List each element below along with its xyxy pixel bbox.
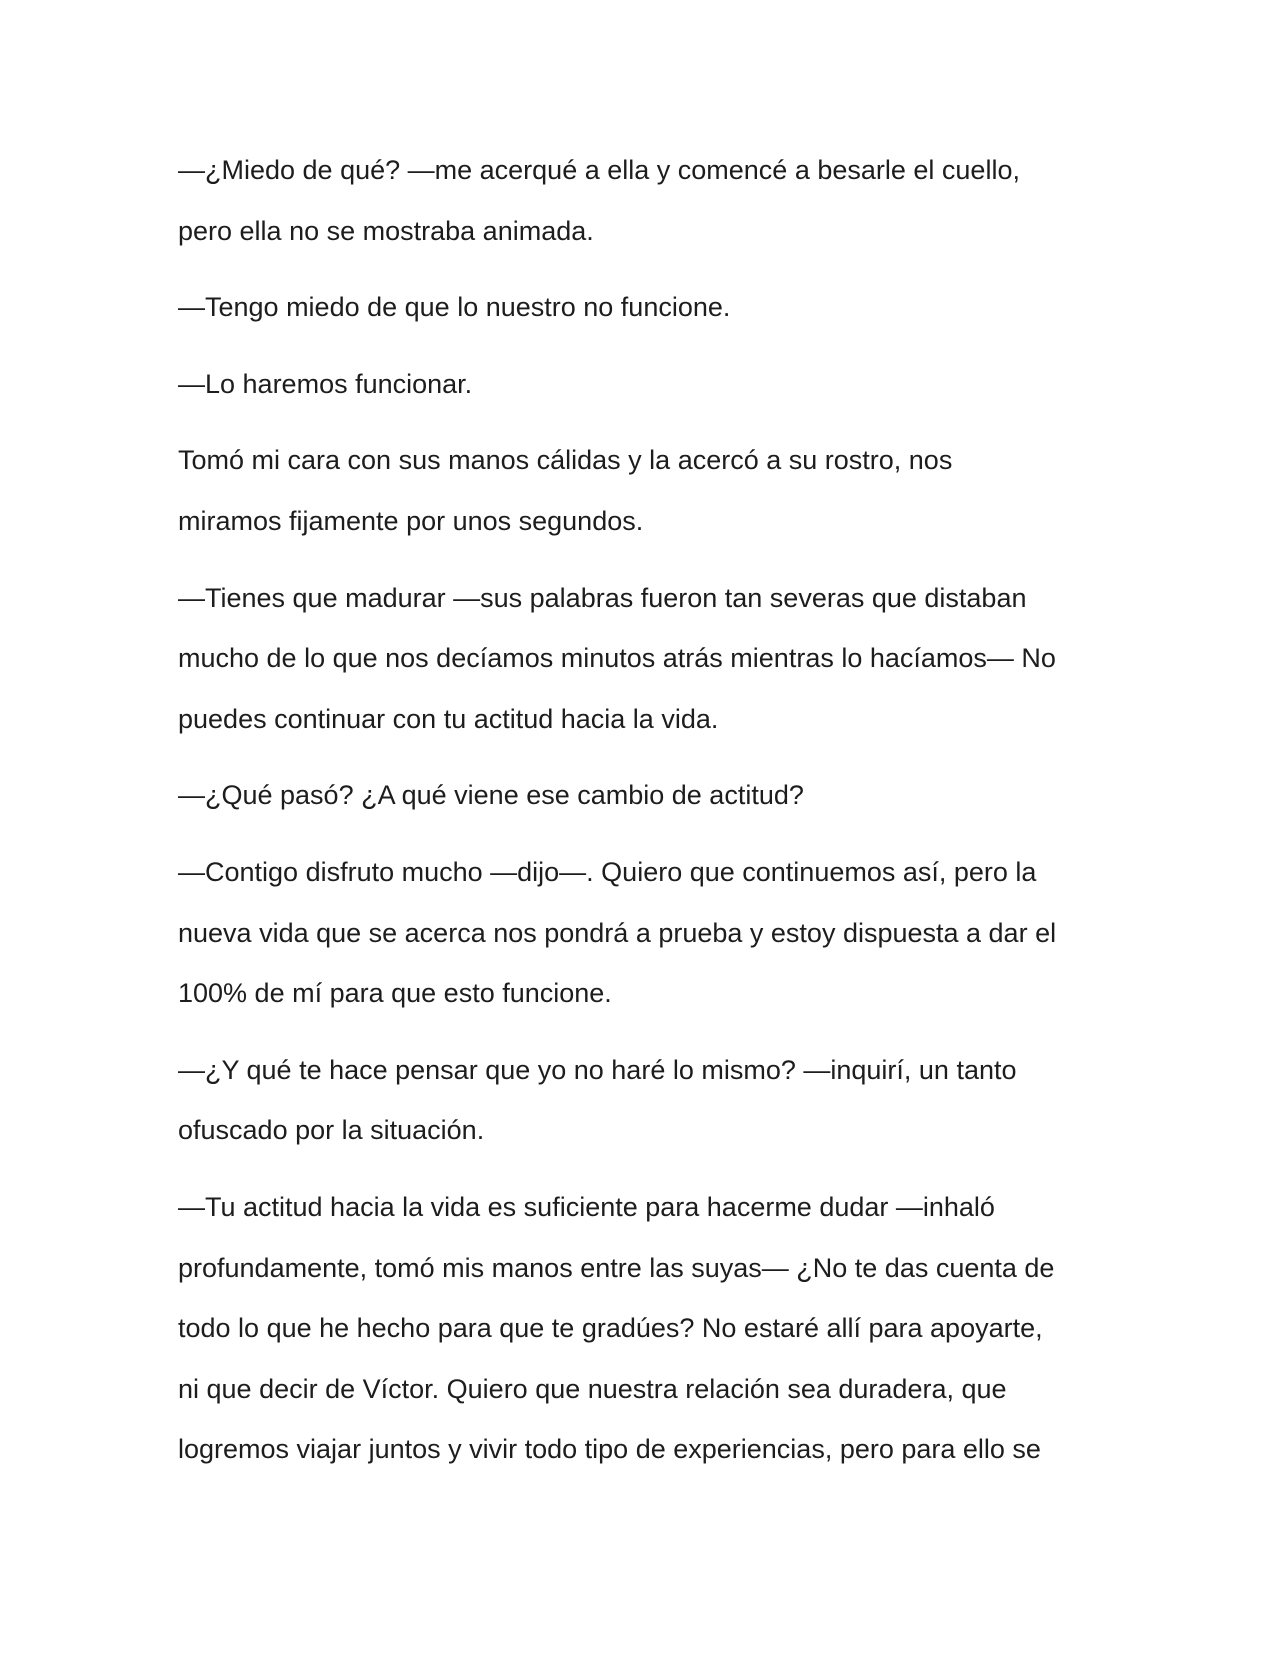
paragraph xyxy=(178,354,1098,415)
text-line: miramos fijamente por unos segundos. xyxy=(178,505,644,536)
paragraph xyxy=(178,1177,1098,1480)
text-line: ni que decir de Víctor. Quiero que nuestra relación sea duradera, que xyxy=(178,1373,1007,1404)
paragraph xyxy=(178,277,1098,338)
paragraph xyxy=(178,430,1098,551)
text-line: puedes continuar con tu actitud hacia la vida. xyxy=(178,703,719,734)
text-line: —Tu actitud hacia la vida es suficiente para hacerme dudar —inhaló xyxy=(178,1191,995,1222)
paragraph xyxy=(178,140,1098,261)
text-line: nueva vida que se acerca nos pondrá a prueba y estoy dispuesta a dar el xyxy=(178,917,1057,948)
paragraph xyxy=(178,1040,1098,1161)
text-line: mucho de lo que nos decíamos minutos atrás mientras lo hacíamos— No xyxy=(178,643,1056,674)
text-line: ofuscado por la situación. xyxy=(178,1115,485,1146)
text-line: —Lo haremos funcionar. xyxy=(178,368,473,399)
text-line: logremos viajar juntos y vivir todo tipo de experiencias, pero para ello se xyxy=(178,1434,1041,1465)
paragraph xyxy=(178,568,1098,750)
text-line: profundamente, tomó mis manos entre las suyas— ¿No te das cuenta de xyxy=(178,1252,1055,1283)
text-line: todo lo que he hecho para que te gradúes? No estaré allí para apoyarte, xyxy=(178,1313,1043,1344)
text-line: —Tienes que madurar —sus palabras fueron tan severas que distaban xyxy=(178,582,1027,613)
text-line: 100% de mí para que esto funcione. xyxy=(178,978,612,1009)
text-line: Tomó mi cara con sus manos cálidas y la acercó a su rostro, nos xyxy=(178,445,953,476)
paragraph xyxy=(178,765,1098,826)
text-line: pero ella no se mostraba animada. xyxy=(178,215,594,246)
text-line: —Contigo disfruto mucho —dijo—. Quiero que continuemos así, pero la xyxy=(178,856,1037,887)
paragraph xyxy=(178,842,1098,1024)
text-line: —¿Miedo de qué? —me acerqué a ella y comencé a besarle el cuello, xyxy=(178,155,1020,185)
text-line: —¿Qué pasó? ¿A qué viene ese cambio de actitud? xyxy=(178,780,804,811)
text-line: —¿Y qué te hace pensar que yo no haré lo mismo? —inquirí, un tanto xyxy=(178,1054,1017,1085)
text-line: —Tengo miedo de que lo nuestro no funcione. xyxy=(178,292,731,323)
document-page xyxy=(178,140,1098,1496)
